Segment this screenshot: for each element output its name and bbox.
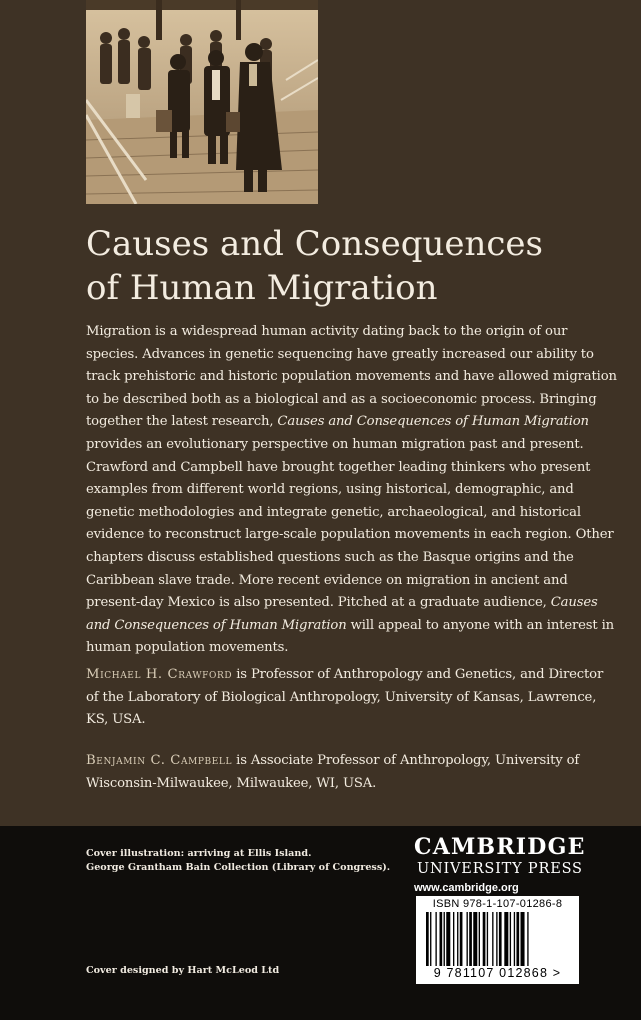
photo-illustration bbox=[86, 0, 318, 204]
barcode-icon bbox=[424, 912, 571, 966]
barcode-stripe bbox=[457, 912, 458, 966]
barcode-stripe bbox=[504, 912, 508, 966]
barcode-stripe bbox=[430, 912, 431, 966]
barcode-stripe bbox=[499, 912, 502, 966]
blurb-title-reference-1: Causes and Consequences of Human Migration bbox=[277, 414, 589, 430]
isbn-barcode bbox=[416, 896, 579, 984]
barcode-stripe bbox=[453, 912, 454, 966]
author-name: Benjamin C. Campbell bbox=[86, 753, 233, 768]
publisher-subtitle: UNIVERSITY PRESS bbox=[417, 861, 583, 877]
author-bio-text: is Associate Professor of Anthropology, University of Wisconsin-Milwaukee, Milwaukee, WI, USA. bbox=[86, 753, 580, 791]
barcode-stripe bbox=[521, 912, 525, 966]
isbn-number: ISBN 978-1-107-01286-8 bbox=[432, 898, 563, 910]
cover-illustration-line-2: George Grantham Bain Collection (Library of Congress). bbox=[86, 862, 391, 873]
barcode-stripe bbox=[440, 912, 443, 966]
barcode-stripe bbox=[467, 912, 468, 966]
publisher-website: www.cambridge.org bbox=[414, 882, 519, 894]
author-bio-campbell bbox=[86, 750, 606, 795]
cover-illustration-credit bbox=[86, 847, 390, 875]
ellis-island-photo bbox=[86, 0, 318, 204]
barcode-stripe bbox=[496, 912, 497, 966]
blurb-text-1: Migration is a widespread human activity dating back to the origin of our species. Advances in genetic sequencing have greatly increased our ability to track prehistoric and historic population movements and have allowed migration to be described both as a biological and as a socioeconomic process. Bringing together the latest research, bbox=[86, 324, 617, 430]
barcode-stripe bbox=[483, 912, 486, 966]
barcode-stripe bbox=[444, 912, 445, 966]
barcode-stripe bbox=[487, 912, 488, 966]
blurb-title-reference-2: Causes and Consequences of Human Migration bbox=[86, 595, 598, 633]
barcode-stripe bbox=[514, 912, 515, 966]
publisher-name: CAMBRIDGE bbox=[414, 834, 586, 860]
author-name: Michael H. Crawford bbox=[86, 667, 233, 682]
barcode-stripe bbox=[469, 912, 472, 966]
book-title bbox=[86, 222, 606, 310]
barcode-stripe bbox=[435, 912, 436, 966]
publisher-logo bbox=[414, 834, 614, 896]
book-description bbox=[86, 321, 618, 660]
author-bio-text: is Professor of Anthropology and Genetics, and Director of the Laboratory of Biological Anthropology, University of Kansas, Lawrence, KS, USA. bbox=[86, 667, 604, 728]
barcode-stripe bbox=[479, 912, 480, 966]
cover-design-credit: Cover designed by Hart McLeod Ltd bbox=[86, 965, 280, 976]
barcode-stripe bbox=[473, 912, 477, 966]
cover-footer bbox=[0, 826, 641, 1020]
book-title-line-2: of Human Migration bbox=[86, 268, 438, 308]
barcode-stripe bbox=[527, 912, 528, 966]
cover-illustration-line-1: Cover illustration: arriving at Ellis Island. bbox=[86, 848, 312, 859]
blurb-text-2: provides an evolutionary perspective on human migration past and present. Crawford and Campbell have brought together leading thinkers who present examples from different world regions, using historical, demographic, and genetic methodologies and integrate genetic, archaeological, and historical evidence to reconstruct large-scale population movements in each region. Other chapters discuss established questions such as the Basque origins and the Caribbean slave trade. More recent evidence on migration in ancient and present-day Mexico is also presented. Pitched at a graduate audience, bbox=[86, 436, 614, 611]
barcode-stripe bbox=[492, 912, 493, 966]
author-bio-crawford bbox=[86, 664, 606, 732]
barcode-stripe bbox=[516, 912, 519, 966]
barcode-stripe bbox=[510, 912, 511, 966]
barcode-stripe bbox=[460, 912, 463, 966]
barcode-stripe bbox=[426, 912, 429, 966]
book-title-line-1: Causes and Consequences bbox=[86, 224, 543, 264]
barcode-digits: 9 781107 012868 > bbox=[433, 966, 562, 980]
blurb-text-3: will appeal to anyone with an interest in human population movements. bbox=[86, 617, 615, 656]
barcode-stripe bbox=[446, 912, 450, 966]
